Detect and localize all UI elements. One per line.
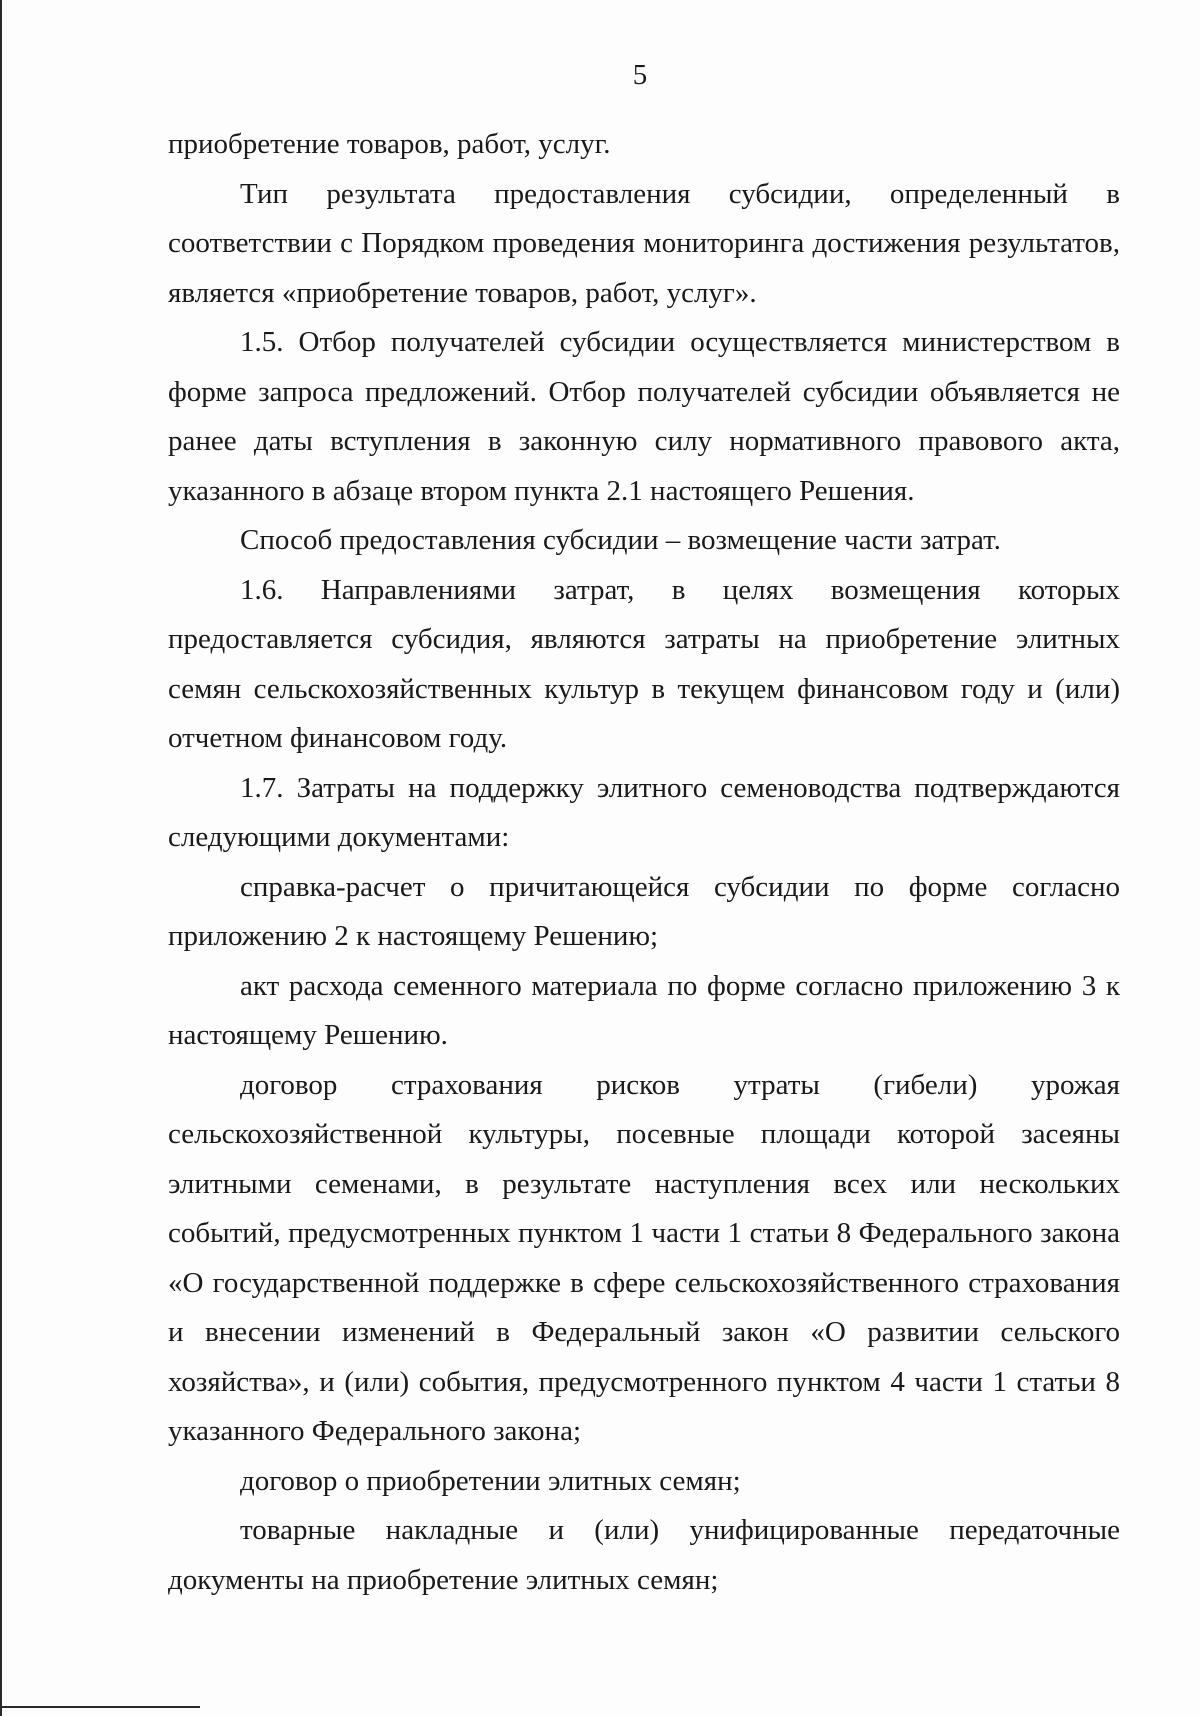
paragraph-result-type: Тип результата предоставления субсидии, определенный в соответствии с Порядком проведения мониторинга достижения результатов, является «приобретение товаров, работ, услуг». [168,177,1120,309]
page-number: 5 [632,59,648,91]
list-item-purchase-contract: договор о приобретении элитных семян; [240,1464,741,1497]
list-item-insurance: договор страхования рисков утраты (гибели) урожая сельскохозяйственной культуры, посевные площади которой засеяны элитными семенами, в результате наступления всех или нескольких событий, предусмотренных пунктом 1 части 1 статьи 8 Федерального закона «О государственной поддержке в сфере сельскохозяйственного страхования и внесении изменений в Федеральный закон «О развитии сельского хозяйства», и (или) события, предусмотренного пунктом 4 части 1 статьи 8 указанного Федерального закона; [168,1068,1120,1447]
paragraph-method: Способ предоставления субсидии – возмещение части затрат. [240,524,1001,556]
list-item-invoices: товарные накладные и (или) унифицированные передаточные документы на приобретение элитных семян; [168,1514,1120,1596]
document-body [168,120,1120,1605]
paragraph-1-7: 1.7. Затраты на поддержку элитного семеноводства подтверждаются следующими документами: [168,771,1120,853]
list-item-calculation: справка-расчет о причитающейся субсидии по форме согласно приложению 2 к настоящему Решению; [168,870,1120,952]
paragraph-1-5: 1.5. Отбор получателей субсидии осуществляется министерством в форме запроса предложений. Отбор получателей субсидии объявляется не ранее даты вступления в законную силу нормативного правового акта, указанного в абзаце втором пункта 2.1 настоящего Решения. [168,326,1120,507]
scan-bottom-line [0,1706,200,1708]
paragraph-continuation: приобретение товаров, работ, услуг. [168,128,611,160]
paragraph-1-6: 1.6. Направлениями затрат, в целях возмещения которых предоставляется субсидия, являются затраты на приобретение элитных семян сельскохозяйственных культур в текущем финансовом году и (или) отчетном финансовом году. [168,573,1120,754]
list-item-seed-act: акт расхода семенного материала по форме согласно приложению 3 к настоящему Решению. [168,969,1120,1051]
scan-left-edge [0,0,2,1716]
